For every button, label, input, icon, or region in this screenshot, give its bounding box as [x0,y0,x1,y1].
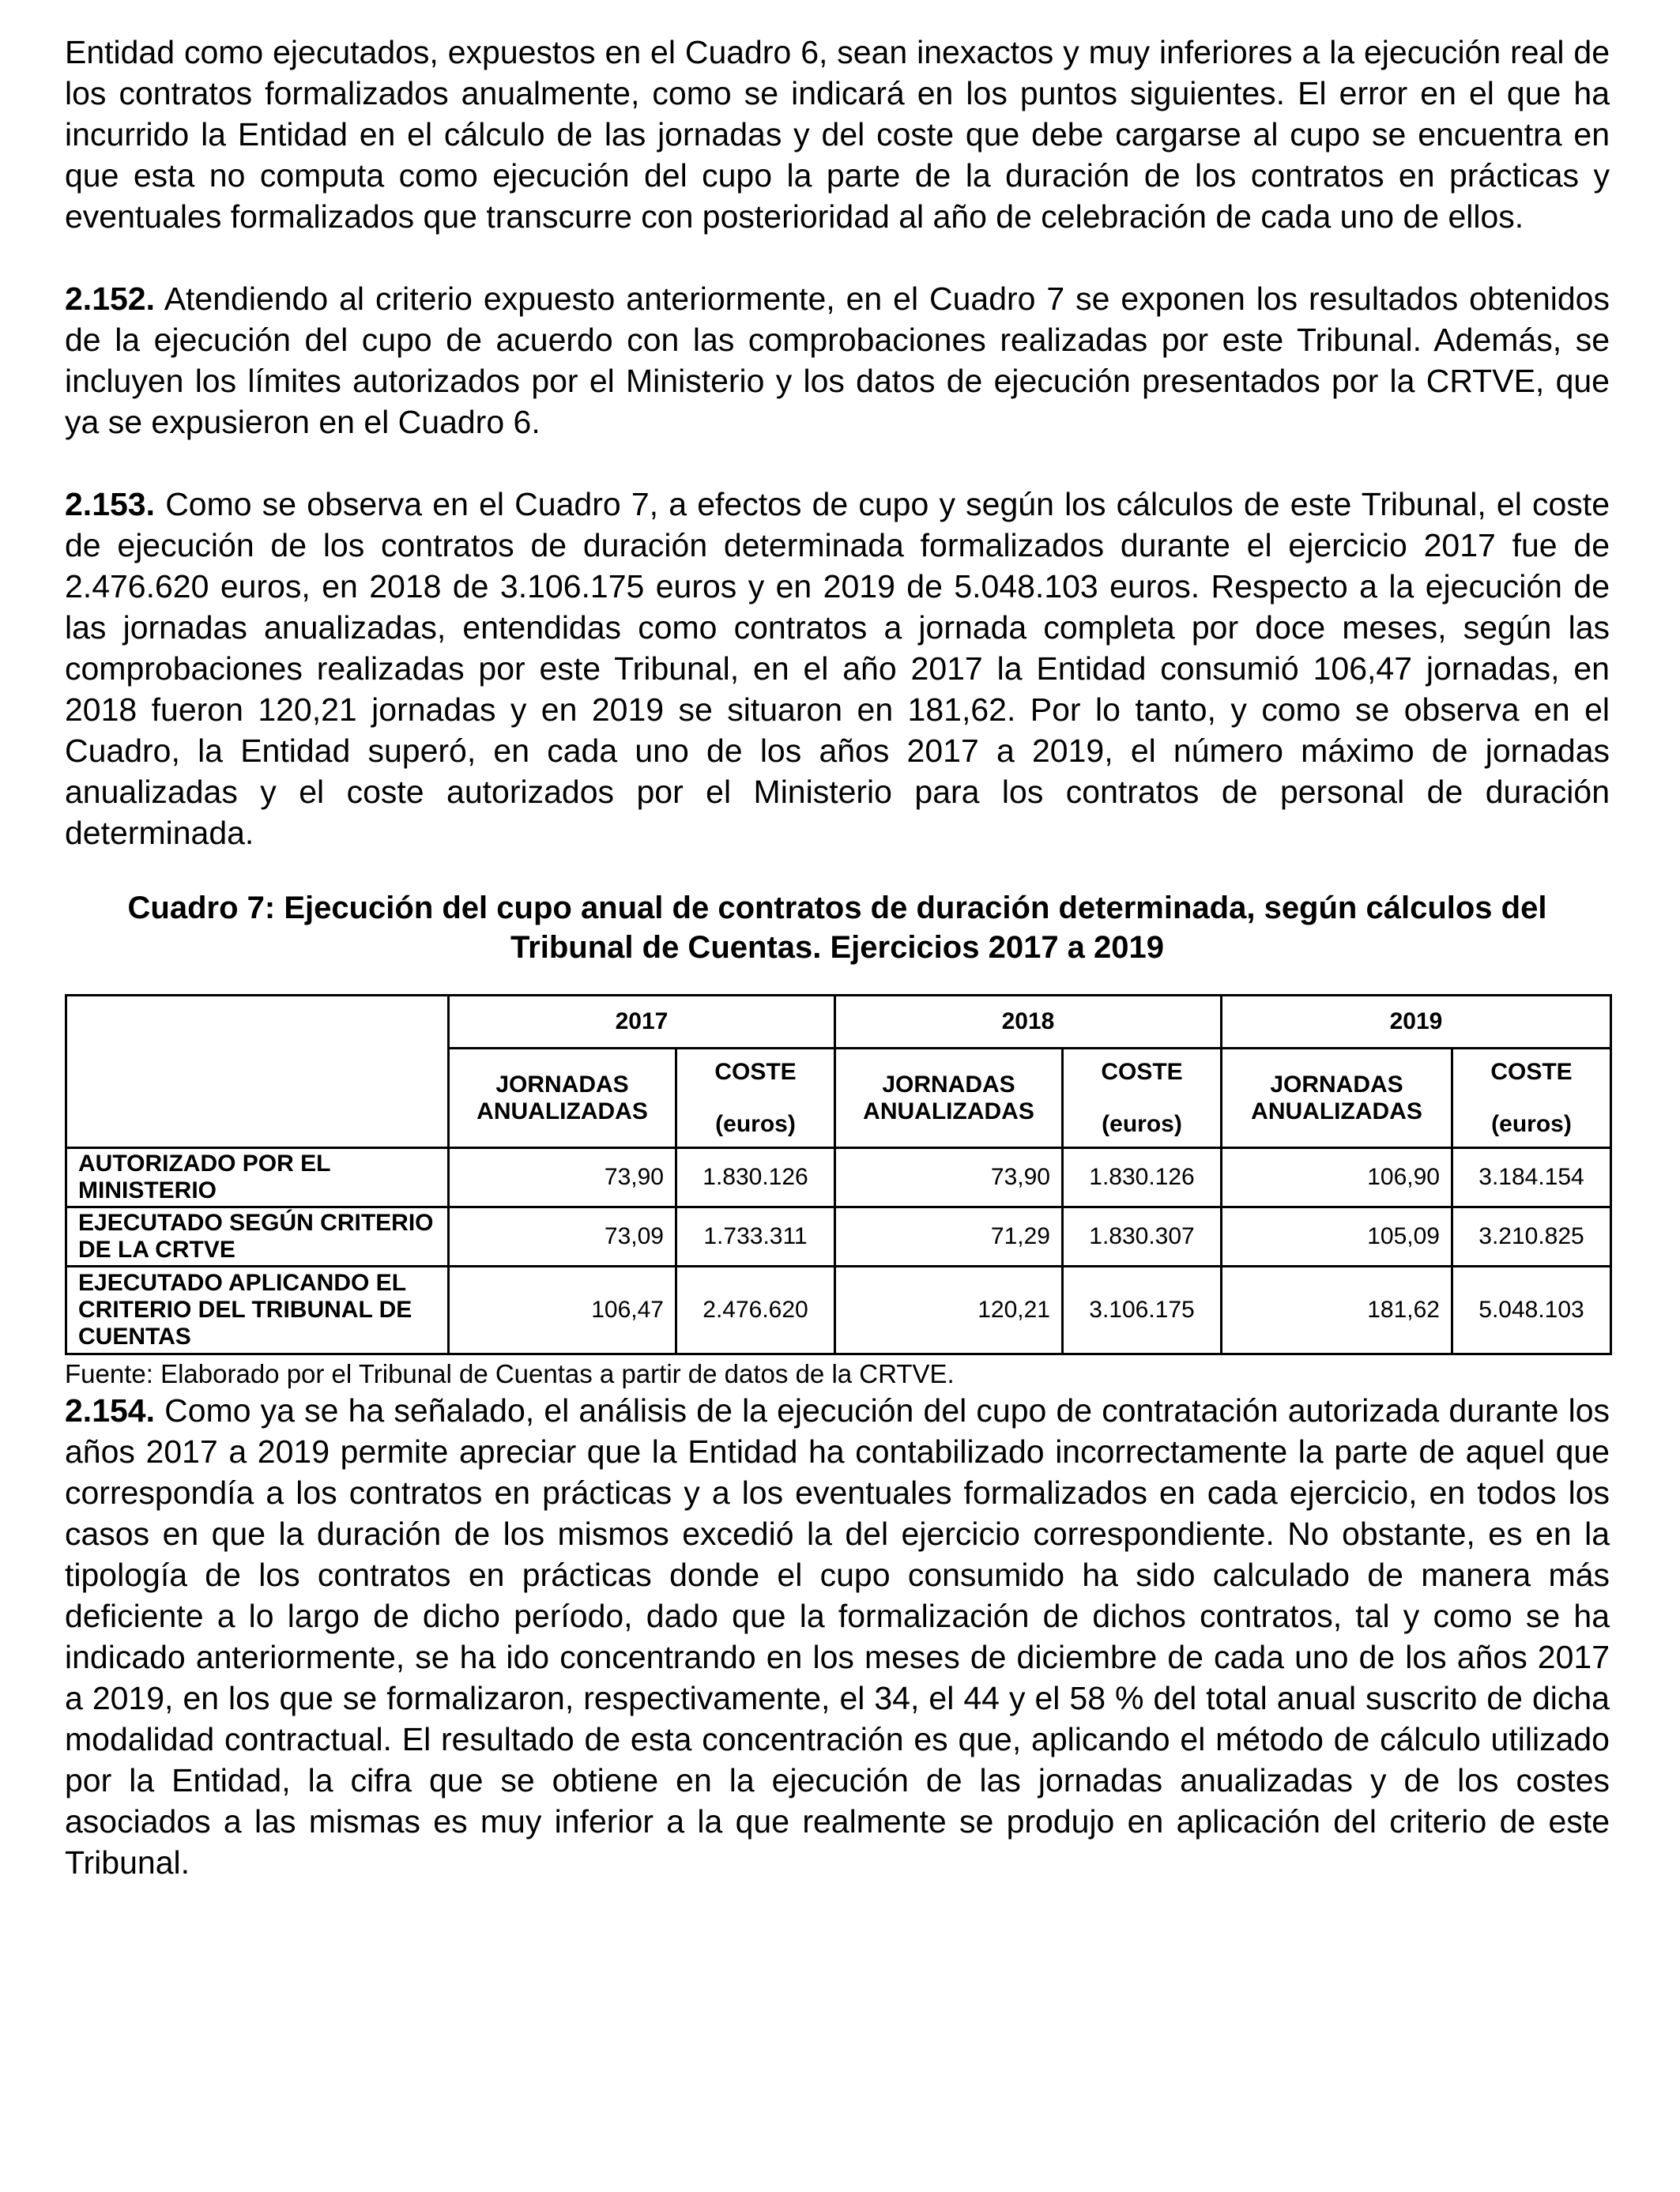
value-cell: 71,29 [835,1207,1063,1267]
value-cell: 2.476.620 [676,1267,835,1354]
value-cell: 181,62 [1222,1267,1452,1354]
paragraph-intro: Entidad como ejecutados, expuestos en el Cuadro 6, sean inexactos y muy inferiores a la ejecución real de los contratos formalizados anualmente, como se indicará en los puntos siguientes. El error en el que ha incurrido la Entidad en el cálculo de las jornadas y del coste que debe cargarse al cupo se encuentra en que esta no computa como ejecución del cupo la parte de la duración de los contratos en prácticas y eventuales formalizados que transcurre con posterioridad al año de celebración de cada uno de ellos. [65,34,1610,235]
jornadas-header: JORNADAS ANUALIZADAS [835,1049,1063,1148]
value-cell: 3.184.154 [1452,1148,1611,1207]
row-label: AUTORIZADO POR EL MINISTERIO [66,1148,449,1207]
paragraph-number: 2.154. [65,1392,155,1429]
value-cell: 73,09 [449,1207,676,1267]
coste-header [676,1049,835,1148]
row-label: EJECUTADO APLICANDO EL CRITERIO DEL TRIBUNAL DE CUENTAS [66,1267,449,1354]
paragraph-number: 2.153. [65,486,155,522]
value-cell: 106,90 [1222,1148,1452,1207]
value-cell: 73,90 [835,1148,1063,1207]
paragraph-text: Como se observa en el Cuadro 7, a efectos de cupo y según los cálculos de este Tribunal, el coste de ejecución de los contratos de duración determinada formalizados durante el ejercicio 2017 fue de 2.476.620 euros, en 2018 de 3.106.175 euros y en 2019 de 5.048.103 euros. Respecto a la ejecución de las jornadas anualizadas, entendidas como contratos a jornada completa por doce meses, según las comprobaciones realizadas por este Tribunal, en el año 2017 la Entidad consumió 106,47 jornadas, en 2018 fueron 120,21 jornadas y en 2019 se situaron en 181,62. Por lo tanto, y como se observa en el Cuadro, la Entidad superó, en cada uno de los años 2017 a 2019, el número máximo de jornadas anualizadas y el coste autorizados por el Ministerio para los contratos de personal de duración determinada. [65,486,1610,851]
caption-text: Ejecución del cupo anual de contratos de duración determinada, según cálculos del Tribunal de Cuentas. Ejercicios 2017 a 2019 [284,891,1547,965]
coste-label: COSTE [1490,1058,1573,1085]
paragraph-2-154 [65,1390,1610,1883]
year-header-row [66,996,1611,1049]
year-header: 2017 [449,996,835,1049]
cuadro-7-table [65,994,1612,1355]
value-cell: 120,21 [835,1267,1063,1354]
paragraph-number: 2.152. [65,281,155,317]
jornadas-header: JORNADAS ANUALIZADAS [449,1049,676,1148]
value-cell: 106,47 [449,1267,676,1354]
document-page [65,32,1610,1883]
paragraph-text: Como ya se ha señalado, el análisis de la ejecución del cupo de contratación autorizada durante los años 2017 a 2019 permite apreciar que la Entidad ha contabilizado incorrectamente la parte de aquel que correspondía a los contratos en prácticas y a los eventuales formalizados en cada ejercicio, en todos los casos en que la duración de los mismos excedió la del ejercicio correspondiente. No obstante, es en la tipología de los contratos en prácticas donde el cupo consumido ha sido calculado de manera más deficiente a lo largo de dicho período, dado que la formalización de dichos contratos, tal y como se ha indicado anteriormente, se ha ido concentrando en los meses de diciembre de cada uno de los años 2017 a 2019, en los que se formalizaron, respectivamente, el 34, el 44 y el 58 % del total anual suscrito de dicha modalidad contractual. El resultado de esta concentración es que, aplicando el método de cálculo utilizado por la Entidad, la cifra que se obtiene en la ejecución de las jornadas anualizadas y de los costes asociados a las mismas es muy inferior a la que realmente se produjo en aplicación del criterio de este Tribunal. [65,1392,1610,1881]
paragraph-text: Atendiendo al criterio expuesto anteriormente, en el Cuadro 7 se exponen los resultados obtenidos de la ejecución del cupo de acuerdo con las comprobaciones realizadas por este Tribunal. Además, se incluyen los límites autorizados por el Ministerio y los datos de ejecución presentados por la CRTVE, que ya se expusieron en el Cuadro 6. [65,281,1610,440]
value-cell: 5.048.103 [1452,1267,1611,1354]
year-header: 2019 [1222,996,1611,1049]
coste-unit: (euros) [1102,1110,1182,1137]
value-cell: 105,09 [1222,1207,1452,1267]
coste-header [1063,1049,1222,1148]
table-row [66,1148,1611,1207]
paragraph-2-153 [65,484,1610,853]
jornadas-header: JORNADAS ANUALIZADAS [1222,1049,1452,1148]
table-row [66,1267,1611,1354]
value-cell: 1.733.311 [676,1207,835,1267]
table-caption [65,888,1610,967]
row-label: EJECUTADO SEGÚN CRITERIO DE LA CRTVE [66,1207,449,1267]
coste-unit: (euros) [715,1110,796,1137]
value-cell: 3.210.825 [1452,1207,1611,1267]
coste-unit: (euros) [1491,1110,1572,1137]
table-source-note: Fuente: Elaborado por el Tribunal de Cuentas a partir de datos de la CRTVE. [65,1359,955,1388]
empty-corner-cell [66,996,449,1148]
year-header: 2018 [835,996,1222,1049]
coste-header [1452,1049,1611,1148]
value-cell: 1.830.126 [676,1148,835,1207]
value-cell: 73,90 [449,1148,676,1207]
caption-separator: : [264,891,284,925]
value-cell: 1.830.307 [1063,1207,1222,1267]
value-cell: 1.830.126 [1063,1148,1222,1207]
table-row [66,1207,1611,1267]
caption-label: Cuadro 7 [127,891,265,925]
value-cell: 3.106.175 [1063,1267,1222,1354]
coste-label: COSTE [714,1058,797,1085]
coste-label: COSTE [1101,1058,1183,1085]
paragraph-2-152 [65,278,1610,443]
